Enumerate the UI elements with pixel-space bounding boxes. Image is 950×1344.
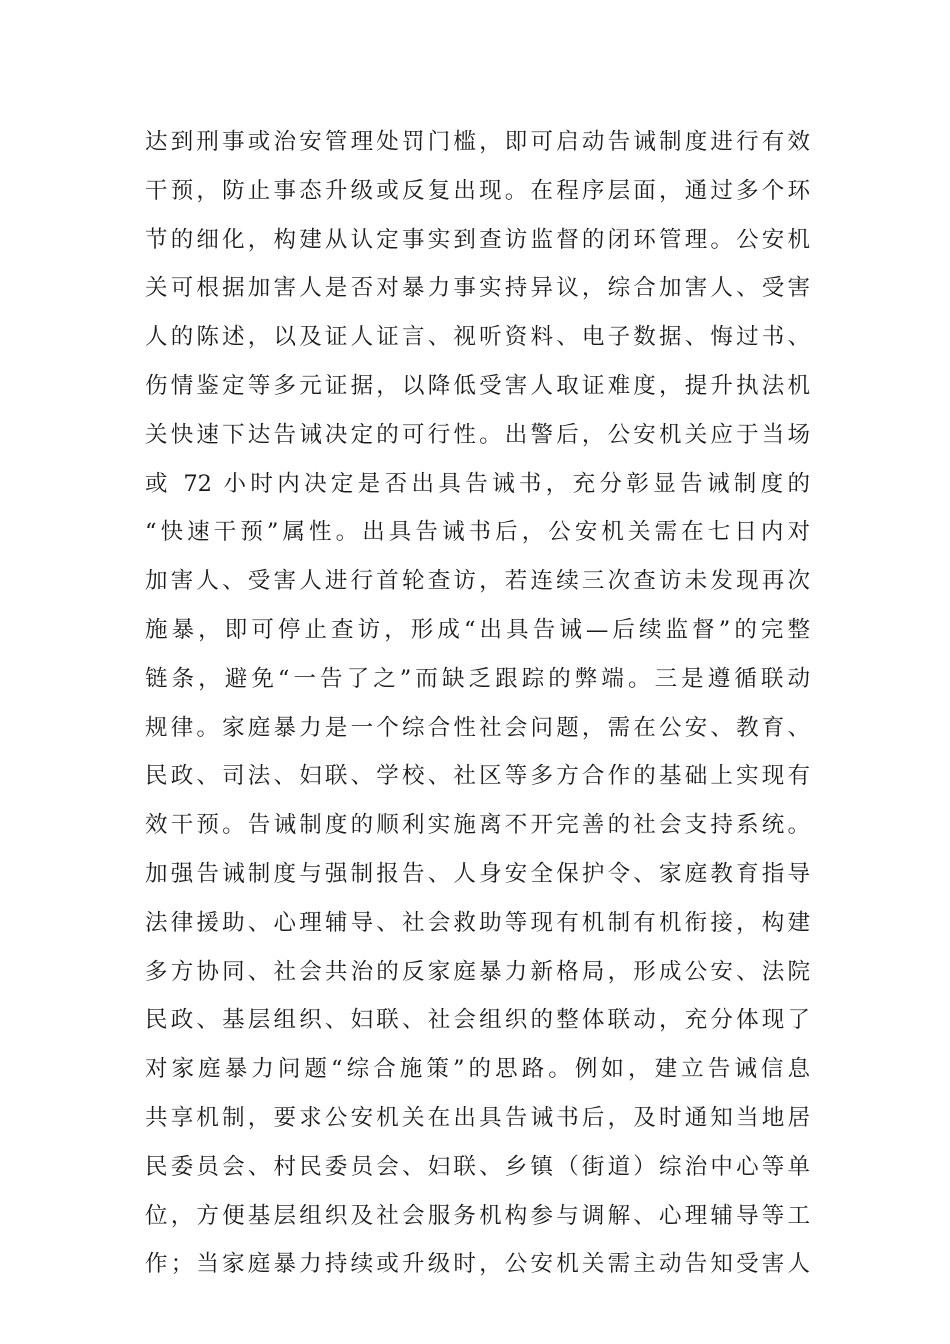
text-line: 达到刑事或治安管理处罚门槛，即可启动告诫制度进行有效	[145, 129, 810, 155]
text-line: 民政、司法、妇联、学校、社区等多方合作的基础上实现有	[145, 763, 810, 790]
body-text	[145, 118, 810, 1289]
text-line: 关快速下达告诫决定的可行性。出警后，公安机关应于当场	[145, 421, 810, 448]
text-line: 人的陈述，以及证人证言、视听资料、电子数据、悔过书、	[145, 324, 810, 351]
text-line: 对家庭暴力问题“综合施策”的思路。例如，建立告诫信息	[145, 1056, 810, 1083]
text-line: “快速干预”属性。出具告诫书后，公安机关需在七日内对	[145, 519, 810, 546]
text-line: 或 72 小时内决定是否出具告诫书，充分彰显告诫制度的	[145, 470, 810, 497]
text-line: 效干预。告诫制度的顺利实施离不开完善的社会支持系统。	[145, 812, 810, 839]
text-line: 民政、基层组织、妇联、社会组织的整体联动，充分体现了	[145, 1007, 810, 1034]
text-line: 作；当家庭暴力持续或升级时，公安机关需主动告知受害人	[145, 1251, 810, 1278]
text-line: 规律。家庭暴力是一个综合性社会问题，需在公安、教育、	[145, 714, 810, 741]
text-line: 关可根据加害人是否对暴力事实持异议，综合加害人、受害	[145, 275, 810, 302]
text-line: 加害人、受害人进行首轮查访，若连续三次查访未发现再次	[145, 568, 810, 595]
text-line: 多方协同、社会共治的反家庭暴力新格局，形成公安、法院	[145, 958, 810, 985]
text-line: 民委员会、村民委员会、妇联、乡镇（街道）综治中心等单	[145, 1153, 810, 1180]
text-line: 干预，防止事态升级或反复出现。在程序层面，通过多个环	[145, 177, 810, 204]
text-line: 法律援助、心理辅导、社会救助等现有机制有机衔接，构建	[145, 909, 810, 936]
text-line: 加强告诫制度与强制报告、人身安全保护令、家庭教育指导	[145, 860, 810, 887]
text-line: 位，方便基层组织及社会服务机构参与调解、心理辅导等工	[145, 1202, 810, 1229]
text-line: 共享机制，要求公安机关在出具告诫书后，及时通知当地居	[145, 1104, 810, 1131]
text-line: 节的细化，构建从认定事实到查访监督的闭环管理。公安机	[145, 226, 810, 253]
text-line: 施暴，即可停止查访，形成“出具告诫—后续监督”的完整	[145, 616, 810, 643]
text-line: 伤情鉴定等多元证据，以降低受害人取证难度，提升执法机	[145, 372, 810, 399]
text-line: 链条，避免“一告了之”而缺乏跟踪的弊端。三是遵循联动	[145, 665, 810, 692]
